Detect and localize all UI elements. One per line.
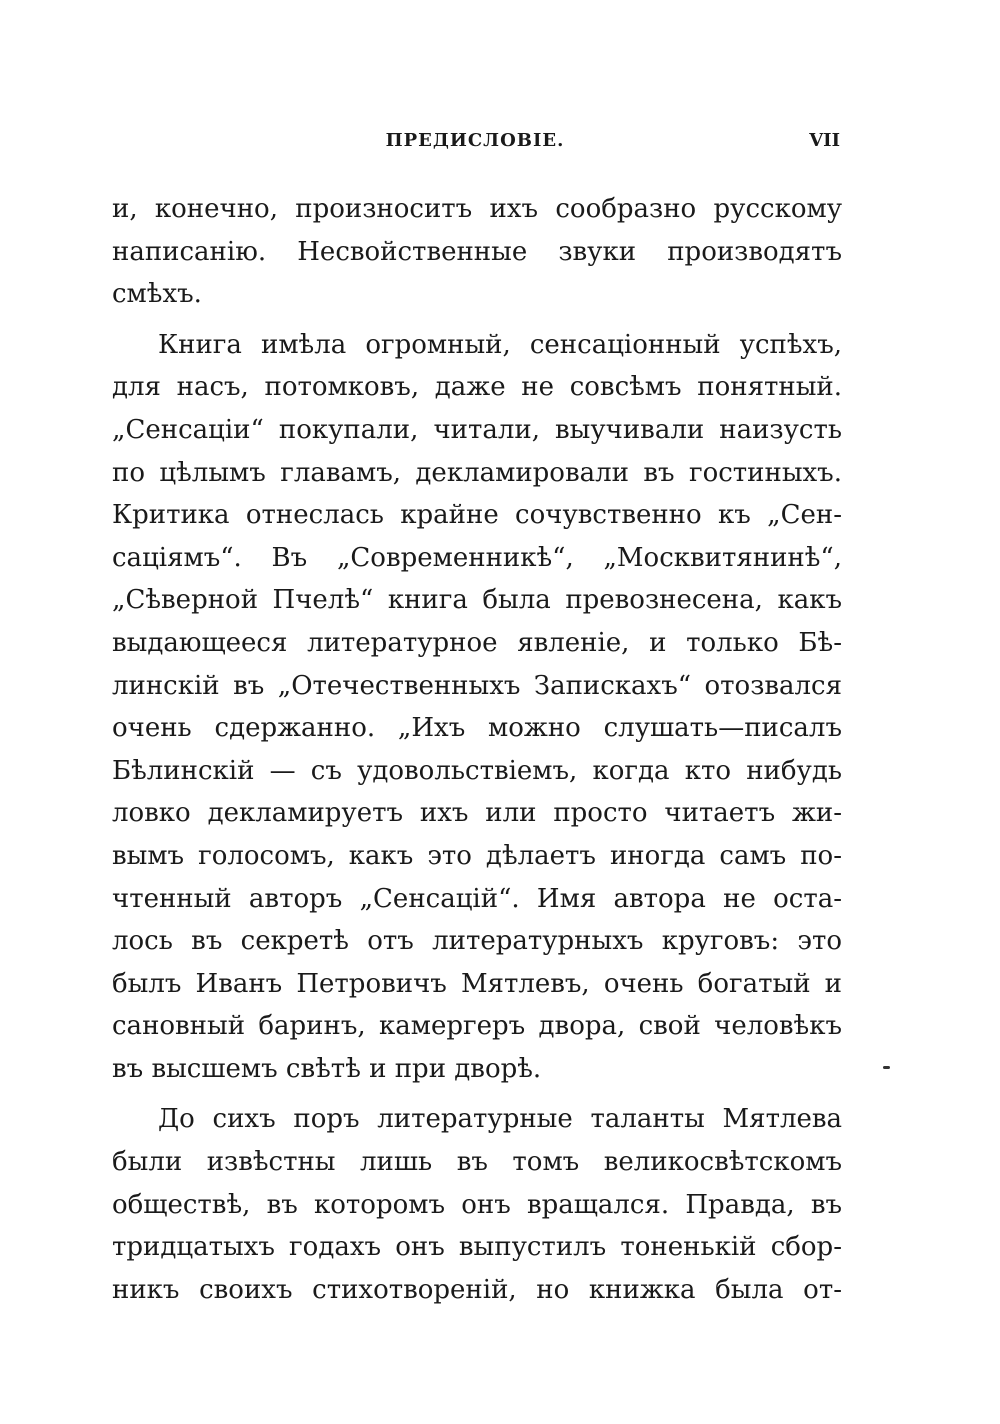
text-line: сановный баринъ, камергеръ двора, свой человѣкъ (112, 1011, 842, 1042)
text-line: и, конечно, произноситъ ихъ сообразно русскому (112, 194, 842, 224)
text-line: Книга имѣла огромный, сенсаціонный успѣхъ, (158, 329, 842, 360)
text-line: ловко декламируетъ ихъ или просто читаетъ жи- (112, 798, 842, 829)
text-line: выдающееся литературное явленіе, и только Бѣ- (112, 627, 842, 658)
text-line: тридцатыхъ годахъ онъ выпустилъ тоненькій сбор- (112, 1232, 842, 1263)
page-number: VII (809, 130, 840, 151)
text-line: Критика отнеслась крайне сочувственно къ „Сен- (112, 500, 842, 531)
text-line: очень сдержанно. „Ихъ можно слушать—писалъ (112, 713, 842, 744)
text-line: Бѣлинскій — съ удовольствіемъ, когда кто нибудь (112, 755, 842, 786)
text-line: написанію. Несвойственные звуки производятъ (112, 236, 842, 267)
text-line: былъ Иванъ Петровичъ Мятлевъ, очень богатый и (112, 968, 842, 999)
text-line: лось въ секретѣ отъ литературныхъ круговъ: это (112, 926, 842, 957)
running-title: ПРЕДИСЛОВІЕ. (385, 130, 565, 151)
text-line: чтенный авторъ „Сенсацій“. Имя автора не оста- (112, 883, 842, 914)
ink-speck (883, 1066, 890, 1069)
text-line: для насъ, потомковъ, даже не совсѣмъ понятный. (112, 372, 842, 403)
text-line: вымъ голосомъ, какъ это дѣлаетъ иногда самъ по- (112, 840, 842, 871)
text-line: „Сенсаціи“ покупали, читали, выучивали наизусть (112, 414, 842, 445)
text-line: саціямъ“. Въ „Современникѣ“, „Москвитянинѣ“, (112, 542, 842, 573)
text-line: „Сѣверной Пчелѣ“ книга была превознесена, какъ (112, 585, 842, 616)
text-line: обществѣ, въ которомъ онъ вращался. Правда, въ (112, 1189, 842, 1220)
text-line: въ высшемъ свѣтѣ и при дворѣ. (112, 1053, 542, 1084)
text-line: линскій въ „Отечественныхъ Запискахъ“ отозвался (112, 670, 842, 701)
body-text (112, 188, 842, 1311)
text-line: никъ своихъ стихотвореній, но книжка была от- (112, 1274, 842, 1305)
text-line: были извѣстны лишь въ томъ великосвѣтскомъ (112, 1147, 842, 1178)
text-line: по цѣлымъ главамъ, декламировали въ гостиныхъ. (112, 457, 842, 488)
text-line: смѣхъ. (112, 279, 202, 310)
page-header (110, 130, 840, 160)
text-line: До сихъ поръ литературные таланты Мятлева (158, 1104, 842, 1135)
